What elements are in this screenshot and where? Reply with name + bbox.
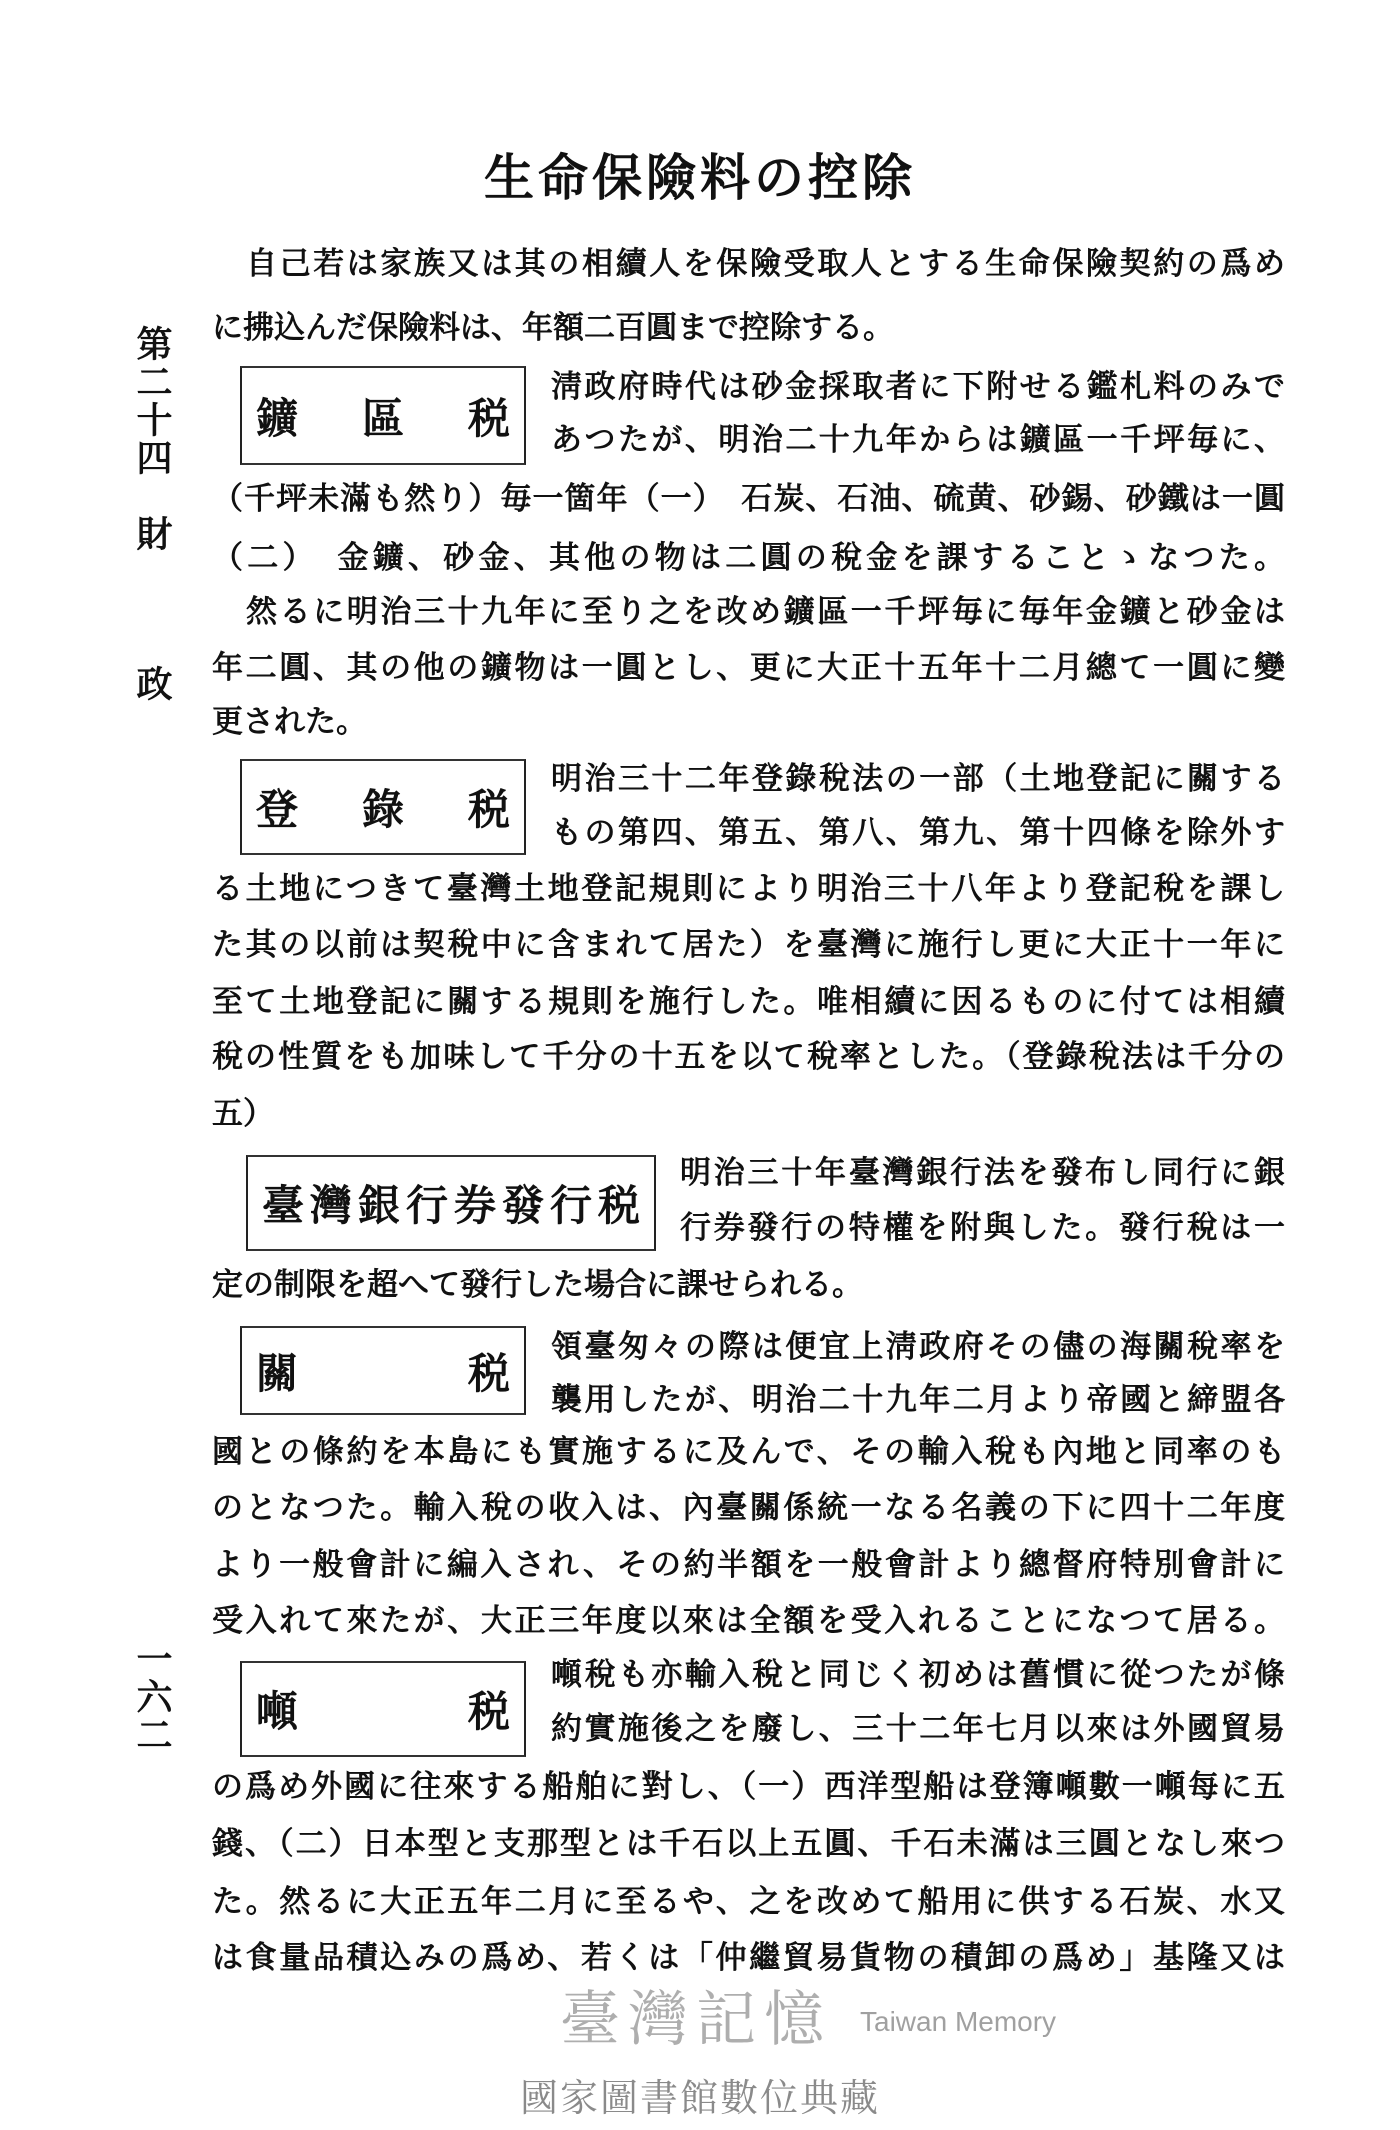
text-line: 五） [212, 1096, 274, 1132]
heading-label: 登錄税 [256, 785, 510, 834]
heading-label: 關税 [256, 1348, 510, 1398]
text-line: 明治三十二年登錄稅法の一部（土地登記に關する [551, 761, 1285, 797]
text-line: 自己若は家族又は其の相續人を保險受取人とする生命保險契約の爲め [246, 246, 1285, 282]
text-line: に拂込んだ保險料は、年額二百圓まで控除する。 [212, 310, 894, 346]
heading-box-mining-tax [240, 366, 526, 465]
text-line: の爲め外國に往來する船舶に對し、（一）西洋型船は登簿噸數一噸每に五 [212, 1769, 1285, 1805]
text-line: た。然るに大正五年二月に至るや、之を改めて船用に供する石炭、水又 [212, 1884, 1285, 1920]
text-line: より一般會計に編入され、その約半額を一般會計より總督府特別會計に [212, 1547, 1285, 1583]
heading-box-customs-duty [240, 1326, 526, 1415]
chapter-margin-label: 第二十四 財 [131, 325, 173, 553]
text-line: （千坪未滿も然り）毎一箇年（一） 石炭、石油、硫黄、砂錫、砂鐵は一圓 [212, 481, 1285, 517]
text-line: 國との條約を本島にも實施するに及んで、その輸入稅も內地と同率のも [212, 1434, 1285, 1470]
text-line: 行券發行の特權を附與した。發行稅は一 [680, 1210, 1285, 1246]
text-line: 定の制限を超へて發行した場合に課せられる。 [212, 1267, 863, 1303]
text-line: 約實施後之を廢し、三十二年七月以來は外國貿易 [551, 1711, 1285, 1747]
heading-label: 臺灣銀行券發行税 [262, 1181, 640, 1230]
text-line: 然るに明治三十九年に至り之を改め鑛區一千坪毎に毎年金鑛と砂金は [246, 594, 1285, 630]
heading-box-tonnage-tax [240, 1661, 526, 1757]
heading-box-banknote-tax [246, 1155, 656, 1251]
text-line: 明治三十年臺灣銀行法を發布し同行に銀 [680, 1155, 1285, 1191]
text-line: あつたが、明治二十九年からは鑛區一千坪毎に、 [551, 422, 1285, 458]
page-number: 一六二 [131, 1640, 173, 1754]
footer-credit: 國家圖書館數位典藏 [519, 2076, 880, 2120]
text-line: 噸稅も亦輸入稅と同じく初めは舊慣に從つたが條 [551, 1657, 1285, 1693]
text-line: 稅の性質をも加味して千分の十五を以て稅率とした。（登錄稅法は千分の [212, 1039, 1285, 1075]
section-margin-label: 政 [131, 665, 173, 703]
text-line: 錢、（二）日本型と支那型とは千石以上五圓、千石未滿は三圓となし來つ [212, 1826, 1285, 1862]
text-line: （二） 金鑛、砂金、其他の物は二圓の稅金を課することゝなつた。 [212, 540, 1285, 576]
text-line: 襲用したが、明治二十九年二月より帝國と締盟各 [551, 1382, 1285, 1418]
watermark-logo: 臺灣記憶 [560, 1985, 832, 2055]
text-line: 至て土地登記に關する規則を施行した。唯相續に因るものに付ては相續 [212, 984, 1285, 1020]
text-line: 淸政府時代は砂金採取者に下附せる鑑札料のみで [551, 369, 1285, 405]
text-line: のとなつた。輸入稅の收入は、內臺關係統一なる名義の下に四十二年度 [212, 1490, 1285, 1526]
heading-label: 噸税 [256, 1687, 510, 1736]
text-line: た其の以前は契稅中に含まれて居た）を臺灣に施行し更に大正十一年に [212, 927, 1285, 963]
text-line: 更された。 [212, 704, 367, 740]
watermark-subtitle: Taiwan Memory [860, 2006, 1057, 2037]
text-line: もの第四、第五、第八、第九、第十四條を除外す [551, 815, 1285, 851]
text-line: は食量品積込みの爲め、若くは「仲繼貿易貨物の積卸の爲め」基隆又は [212, 1940, 1285, 1976]
text-line: 領臺匆々の際は便宜上淸政府その儘の海關稅率を [551, 1329, 1285, 1365]
page-title: 生命保險料の控除 [484, 148, 916, 207]
heading-box-registration-tax [240, 759, 526, 855]
heading-label: 鑛區税 [256, 393, 510, 443]
text-line: る土地につきて臺灣土地登記規則により明治三十八年より登記稅を課し [212, 871, 1285, 907]
text-line: 受入れて來たが、大正三年度以來は全額を受入れることになつて居る。 [212, 1603, 1285, 1639]
text-line: 年二圓、其の他の鑛物は一圓とし、更に大正十五年十二月總て一圓に變 [212, 650, 1285, 686]
